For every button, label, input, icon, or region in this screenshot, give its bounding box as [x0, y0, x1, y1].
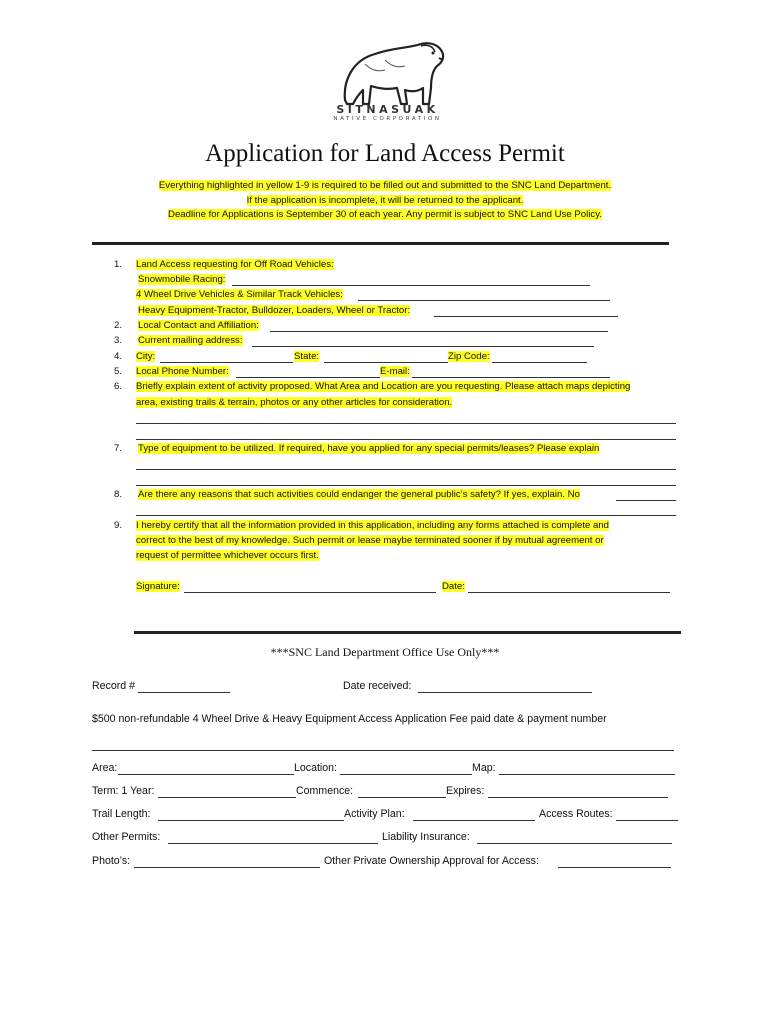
email-field[interactable]: [412, 377, 610, 378]
local-contact-label: Local Contact and Affiliation:: [138, 320, 259, 331]
equipment-answer-1[interactable]: [136, 469, 676, 470]
zip-field[interactable]: [492, 362, 587, 363]
brand-name: SITNASUAK: [336, 103, 439, 116]
item-4-number: 4.: [113, 351, 122, 362]
email-label: E-mail:: [380, 366, 410, 377]
snowmobile-label: Snowmobile Racing:: [138, 274, 226, 285]
mailing-address-label: Current mailing address:: [138, 335, 243, 346]
safety-question: Are there any reasons that such activities could endanger the general public’s safety? If yes, explain. No: [138, 489, 580, 500]
activity-answer-1[interactable]: [136, 423, 676, 424]
intro-line-1: Everything highlighted in yellow 1-9 is required to be filled out and submitted to the SNC Land Department.: [158, 180, 612, 191]
activity-plan-field[interactable]: [413, 820, 535, 821]
area-label: Area:: [92, 762, 118, 774]
other-permits-label: Other Permits:: [92, 831, 161, 843]
activity-answer-2[interactable]: [136, 439, 676, 440]
certify-line-3: request of permittee whichever occurs first.: [136, 550, 319, 561]
mailing-address-field[interactable]: [252, 346, 594, 347]
brand-subtitle: NATIVE CORPORATION: [333, 116, 442, 122]
item-1-label: Land Access requesting for Off Road Vehicles:: [136, 259, 334, 270]
location-field[interactable]: [340, 774, 472, 775]
liability-insurance-field[interactable]: [477, 843, 672, 844]
signature-field[interactable]: [184, 592, 436, 593]
expires-field[interactable]: [488, 797, 668, 798]
certify-line-2: correct to the best of my knowledge. Such permit or lease maybe terminated sooner if by mutual agreement or: [136, 535, 604, 546]
heavy-equipment-label: Heavy Equipment-Tractor, Bulldozer, Loaders, Wheel or Tractor:: [138, 305, 411, 316]
item-8-number: 8.: [113, 489, 122, 500]
area-field[interactable]: [118, 774, 294, 775]
safety-answer-1[interactable]: [136, 515, 676, 516]
access-routes-field[interactable]: [616, 820, 678, 821]
four-wheel-field[interactable]: [358, 300, 610, 301]
phone-field[interactable]: [236, 377, 380, 378]
item-6-number: 6.: [113, 381, 122, 392]
date-received-label: Date received:: [343, 680, 412, 692]
local-contact-field[interactable]: [270, 331, 608, 332]
photos-field[interactable]: [134, 867, 320, 868]
access-routes-label: Access Routes:: [539, 808, 613, 820]
other-ownership-field[interactable]: [558, 867, 671, 868]
item-1-number: 1.: [113, 259, 122, 270]
top-divider: [92, 242, 669, 245]
photos-label: Photo’s:: [92, 855, 131, 867]
map-field[interactable]: [499, 774, 675, 775]
other-permits-field[interactable]: [168, 843, 378, 844]
expires-label: Expires:: [446, 785, 485, 797]
location-label: Location:: [294, 762, 337, 774]
city-field[interactable]: [160, 362, 293, 363]
item-9-number: 9.: [113, 520, 122, 531]
activity-question-line-1: Briefly explain extent of activity proposed. What Area and Location are you requesting. Please attach maps depicting: [136, 381, 631, 392]
item-7-number: 7.: [113, 443, 122, 454]
intro-line-2: If the application is incomplete, it will be returned to the applicant.: [246, 195, 524, 206]
date-field[interactable]: [468, 592, 670, 593]
city-label: City:: [136, 351, 156, 362]
state-field[interactable]: [324, 362, 448, 363]
term-label: Term: 1 Year:: [92, 785, 155, 797]
trail-length-label: Trail Length:: [92, 808, 151, 820]
trail-length-field[interactable]: [158, 820, 344, 821]
certify-line-1: I hereby certify that all the information provided in this application, including any forms attached is complete and: [136, 520, 610, 531]
equipment-question: Type of equipment to be utilized. If required, have you applied for any special permits/leases? Please explain: [138, 443, 600, 454]
date-label: Date:: [442, 581, 465, 592]
state-label: State:: [294, 351, 320, 362]
bottom-divider: [134, 631, 681, 634]
fee-field[interactable]: [92, 750, 674, 751]
heavy-equipment-field[interactable]: [434, 316, 618, 317]
equipment-answer-2[interactable]: [136, 485, 676, 486]
date-received-field[interactable]: [418, 692, 592, 693]
activity-plan-label: Activity Plan:: [344, 808, 405, 820]
zip-label: Zip Code:: [448, 351, 490, 362]
intro-line-3: Deadline for Applications is September 30 of each year. Any permit is subject to SNC Land Use Policy.: [168, 209, 602, 220]
map-label: Map:: [472, 762, 496, 774]
other-ownership-label: Other Private Ownership Approval for Access:: [324, 855, 539, 867]
phone-label: Local Phone Number:: [136, 366, 229, 377]
four-wheel-label: 4 Wheel Drive Vehicles & Similar Track Vehicles:: [136, 289, 343, 300]
item-2-number: 2.: [113, 320, 122, 331]
office-use-title: ***SNC Land Department Office Use Only***: [270, 645, 500, 659]
signature-label: Signature:: [136, 581, 180, 592]
item-5-number: 5.: [113, 366, 122, 377]
snowmobile-field[interactable]: [232, 285, 590, 286]
liability-insurance-label: Liability Insurance:: [382, 831, 470, 843]
page-title: Application for Land Access Permit: [205, 140, 565, 167]
record-label: Record #: [92, 680, 135, 692]
item-3-number: 3.: [113, 335, 122, 346]
commence-label: Commence:: [296, 785, 354, 797]
safety-answer-inline[interactable]: [616, 500, 676, 501]
commence-field[interactable]: [358, 797, 446, 798]
record-field[interactable]: [138, 692, 230, 693]
activity-question-line-2: area, existing trails & terrain, photos or any other articles for consideration.: [136, 397, 453, 408]
term-field[interactable]: [158, 797, 296, 798]
fee-text: $500 non-refundable 4 Wheel Drive & Heavy Equipment Access Application Fee paid date & payment number: [92, 713, 607, 725]
